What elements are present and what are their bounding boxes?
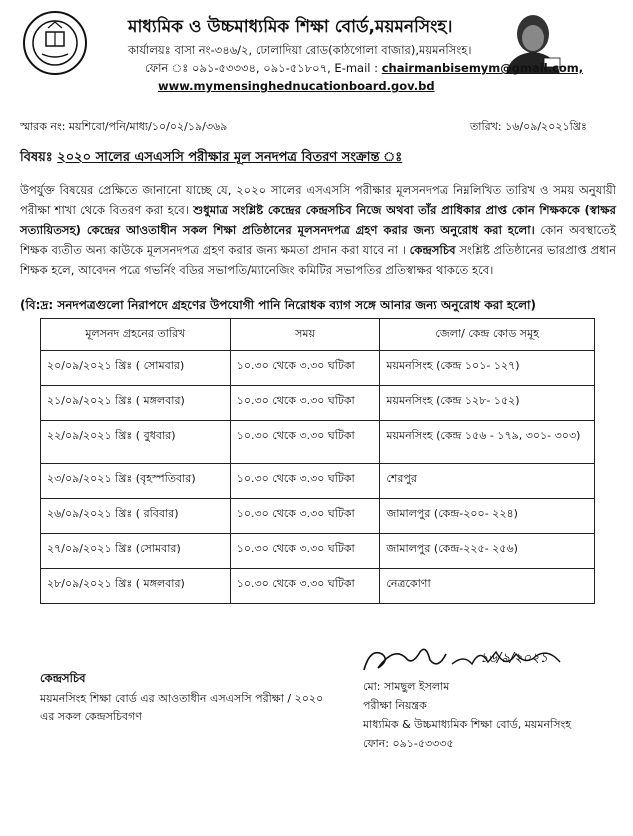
- contact-line: [145, 60, 583, 79]
- signature: [360, 640, 575, 680]
- cell-center: ময়মনসিংহ (কেন্দ্র ১৫৬ - ১৭৯, ৩০১- ৩০৩): [380, 421, 595, 464]
- subject-text: ২০২০ সালের এসএসসি পরীক্ষার মূল সনদপত্র বিতরণ সংক্রান্ত ঃ: [57, 150, 403, 165]
- table-row: [41, 464, 595, 499]
- cell-date: ২৩/০৯/২০২১ খ্রিঃ (বৃহস্পতিবার): [41, 464, 231, 499]
- cell-date: ২৮/০৯/২০২১ খ্রিঃ ( মঙ্গলবার): [41, 569, 231, 604]
- subject-line: [20, 148, 402, 169]
- cell-date: ২৭/০৯/২০২১ খ্রিঃ (সোমবার): [41, 534, 231, 569]
- cell-date: ২১/০৯/২০২১ খ্রিঃ ( মঙ্গলবার): [41, 386, 231, 421]
- cell-center: জামালপুর (কেন্দ্র-২০০- ২২৪): [380, 499, 595, 534]
- board-seal-logo: [22, 10, 88, 76]
- note-line: (বি:দ্র: সনদপত্রগুলো নিরাপদে গ্রহণের উপযোগী পানি নিরোধক ব্যাগ সঙ্গে আনার জন্য অনুরোধ করা হলো): [20, 298, 537, 312]
- table-row: [41, 569, 595, 604]
- cell-time: ১০.৩০ থেকে ৩.৩০ ঘটিকা: [230, 569, 380, 604]
- signer-name: মো: সামছুল ইসলাম: [363, 680, 450, 693]
- body-text-bold-2: কেন্দ্রসচিব: [409, 243, 456, 257]
- body-text-2: কোন অবস্থাতেই শিক্ষক ব্যতীত অন্য কাউকে মূলসনদপত্র গ্রহণ করার জন্য ক্ষমতা প্রদান করা যাবে না ।: [20, 223, 616, 257]
- phone-label: ফোন ঃ ০৯১-৫৩৩৩৪, ০৯১-৫১৮০৭, E-mail :: [145, 61, 379, 75]
- cell-time: ১০.৩০ থেকে ৩.৩০ ঘটিকা: [230, 421, 380, 464]
- header-center: জেলা/ কেন্দ্র কোড সমূহ: [380, 319, 595, 351]
- header-time: সময়: [230, 319, 380, 351]
- cell-time: ১০.৩০ থেকে ৩.৩০ ঘটিকা: [230, 534, 380, 569]
- memo-number: স্মারক নং: ময়শিবো/পনি/মাধ্য/১০/০২/১৯/৩৬৯: [20, 120, 228, 133]
- recipient-title: কেন্দ্রসচিব: [40, 671, 86, 685]
- recipient-line-1: ময়মনসিংহ শিক্ষা বোর্ড এর আওতাধীন এসএসসি পরীক্ষা / ২০২০: [40, 692, 324, 705]
- email-link[interactable]: chairmanbisemym@gmail.com,: [381, 61, 584, 75]
- signer-phone: ফোন: ০৯১-৫৩৩৩৫: [363, 737, 454, 750]
- body-paragraph: [20, 180, 616, 280]
- body-text-3: সংশ্লিষ্ট প্রতিষ্ঠানের ভারপ্রাপ্ত প্রধান শিক্ষক হলে, আবেদন পত্রে গভর্নিং বডির সভাপতি/ম্যানেজিং কমিটির সভাপতির প্রতিস্বাক্ষর থাকতে হবে।: [20, 243, 617, 277]
- table-row: [41, 386, 595, 421]
- cell-center: নেত্রকোণা: [380, 569, 595, 604]
- signer-title: পরীক্ষা নিয়ন্ত্রক: [363, 699, 427, 712]
- cell-center: জামালপুর (কেন্দ্র-২২৫- ২৫৬): [380, 534, 595, 569]
- cell-time: ১০.৩০ থেকে ৩.৩০ ঘটিকা: [230, 499, 380, 534]
- table-header-row: [41, 319, 595, 351]
- table-row: [41, 351, 595, 386]
- table-row: [41, 534, 595, 569]
- table-row: [41, 499, 595, 534]
- signature-date: ১৬/৯/২০২১: [480, 651, 548, 666]
- cell-center: ময়মনসিংহ (কেন্দ্র ১২৮- ১৫২): [380, 386, 595, 421]
- table-row: [41, 421, 595, 464]
- board-title: মাধ্যমিক ও উচ্চমাধ্যমিক শিক্ষা বোর্ড,ময়মনসিংহ।: [128, 17, 453, 37]
- subject-label: বিষয়ঃ: [20, 150, 53, 165]
- distribution-schedule-table: [40, 318, 595, 604]
- cell-date: ২৬/০৯/২০২১ খ্রিঃ ( রবিবার): [41, 499, 231, 534]
- header-date: মূলসনদ গ্রহনের তারিখ: [41, 319, 231, 351]
- cell-time: ১০.৩০ থেকে ৩.৩০ ঘটিকা: [230, 386, 380, 421]
- office-address: কার্যালয়ঃ বাসা নং-৩৪৬/২, ঢোলাদিয়া রোড(কাঠগোলা বাজার),ময়মনসিংহ।: [128, 43, 472, 57]
- cell-time: ১০.৩০ থেকে ৩.৩০ ঘটিকা: [230, 464, 380, 499]
- memo-date: তারিখ: ১৬/০৯/২০২১খ্রিঃ: [470, 120, 587, 133]
- website-link[interactable]: www.mymensinghednucationboard.gov.bd: [158, 79, 435, 93]
- cell-date: ২০/০৯/২০২১ খ্রিঃ ( সোমবার): [41, 351, 231, 386]
- body-text-1: উপর্যুক্ত বিষয়ের প্রেক্ষিতে জানানো যাচ্ছে যে, ২০২০ সালের এসএসসি পরীক্ষার মূলসনদপত্র নিম্নলিখিত তারিখ ও সময় অনুযায়ী পরীক্ষা শাখা থেকে বিতরণ করা হবে।: [20, 183, 616, 217]
- cell-center: শেরপুর: [380, 464, 595, 499]
- cell-date: ২২/০৯/২০২১ খ্রিঃ ( বুধবার): [41, 421, 231, 464]
- recipient-line-2: এর সকল কেন্দ্রসচিবগণ: [40, 710, 142, 723]
- cell-time: ১০.৩০ থেকে ৩.৩০ ঘটিকা: [230, 351, 380, 386]
- cell-center: ময়মনসিংহ (কেন্দ্র ১০১- ১২৭): [380, 351, 595, 386]
- body-text-bold: শুধুমাত্র সংশ্লিষ্ট কেন্দ্রের কেন্দ্রসচিব নিজে অথবা তাঁর প্রাধিকার প্রাপ্ত কোন শিক্ষককে (স্বাক্ষর সত্যায়িতসহ) কেন্দ্রের আওতাধীন সকল শিক্ষা প্রতিষ্ঠানের মূলসনদপত্র গ্রহণ করার জন্য অনুরোধ করা হলো।: [20, 203, 616, 237]
- signer-organization: মাধ্যমিক & উচ্চমাধ্যমিক শিক্ষা বোর্ড, ময়মনসিংহ: [363, 718, 571, 731]
